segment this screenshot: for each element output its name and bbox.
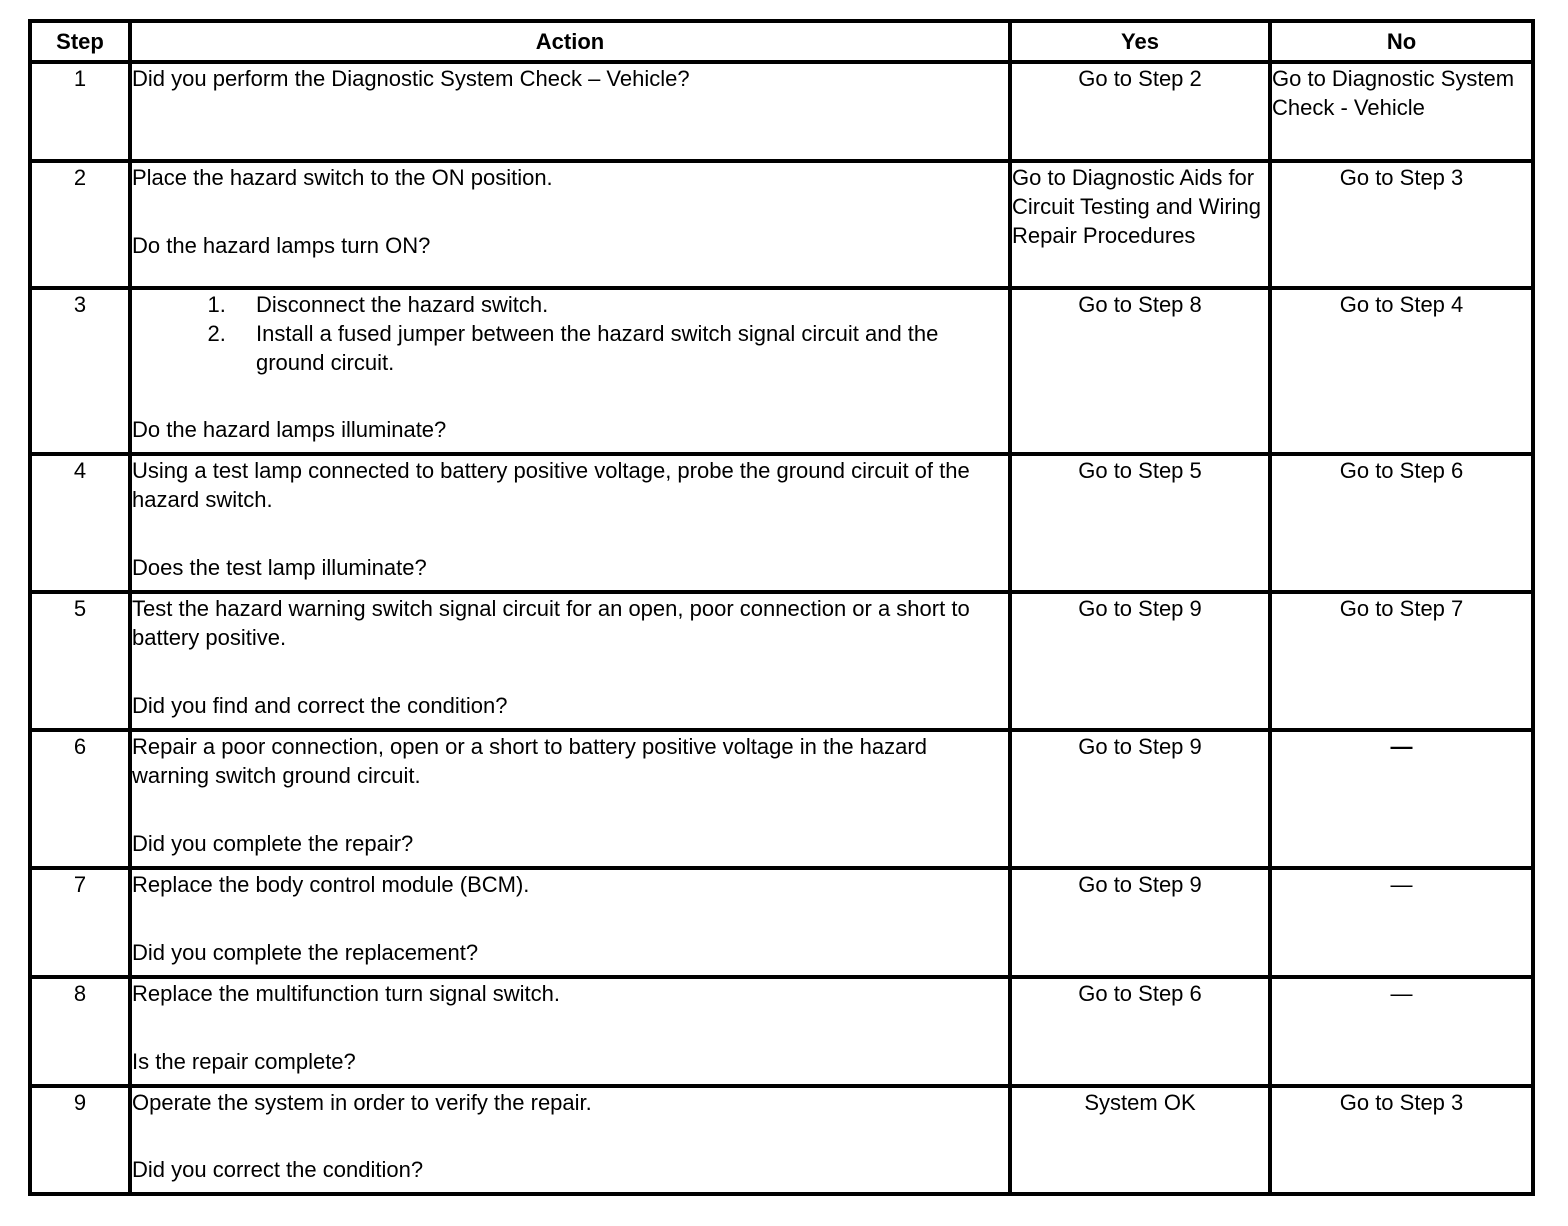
action-question: Do the hazard lamps turn ON? — [132, 233, 431, 258]
header-row — [30, 21, 1533, 62]
table-row — [30, 868, 1533, 977]
action-question: Did you find and correct the condition? — [132, 693, 508, 718]
yes-cell: Go to Step 9 — [1010, 730, 1270, 868]
yes-cell: Go to Step 8 — [1010, 288, 1270, 454]
table-row — [30, 288, 1533, 454]
action-question: Did you correct the condition? — [132, 1157, 424, 1182]
action-cell — [130, 977, 1010, 1086]
action-cell — [130, 592, 1010, 730]
step-number: 4 — [30, 454, 130, 592]
action-cell — [130, 161, 1010, 288]
action-cell — [130, 288, 1010, 454]
diagnostic-table — [28, 19, 1535, 1196]
no-cell: Go to Step 4 — [1270, 288, 1533, 454]
substep-item: 1. Disconnect the hazard switch. — [232, 290, 1008, 319]
header-yes: Yes — [1010, 21, 1270, 62]
yes-cell: Go to Step 2 — [1010, 62, 1270, 161]
action-question: Did you complete the replacement? — [132, 940, 479, 965]
step-number: 8 — [30, 977, 130, 1086]
action-instruction: Using a test lamp connected to battery positive voltage, probe the ground circuit of the hazard switch. — [132, 458, 970, 512]
no-cell: — — [1270, 868, 1533, 977]
no-cell: Go to Step 3 — [1270, 161, 1533, 288]
action-instruction: Test the hazard warning switch signal circuit for an open, poor connection or a short to battery positive. — [132, 596, 970, 650]
action-question: Does the test lamp illuminate? — [132, 555, 427, 580]
step-number: 9 — [30, 1086, 130, 1194]
yes-cell: Go to Diagnostic Aids for Circuit Testing and Wiring Repair Procedures — [1010, 161, 1270, 288]
action-question: Did you perform the Diagnostic System Check – Vehicle? — [132, 66, 690, 91]
action-cell — [130, 62, 1010, 161]
step-number: 6 — [30, 730, 130, 868]
header-action: Action — [130, 21, 1010, 62]
substep-item: 2. Install a fused jumper between the hazard switch signal circuit and the ground circuit. — [232, 319, 1008, 377]
no-cell: Go to Step 3 — [1270, 1086, 1533, 1194]
action-question: Do the hazard lamps illuminate? — [132, 417, 447, 442]
no-cell: — — [1270, 730, 1533, 868]
yes-cell: Go to Step 6 — [1010, 977, 1270, 1086]
action-instruction: Repair a poor connection, open or a short to battery positive voltage in the hazard warning switch ground circuit. — [132, 734, 927, 788]
no-cell: — — [1270, 977, 1533, 1086]
action-question: Did you complete the repair? — [132, 831, 414, 856]
substep-list — [132, 290, 1008, 377]
header-step: Step — [30, 21, 130, 62]
step-number: 5 — [30, 592, 130, 730]
action-cell — [130, 454, 1010, 592]
table-row — [30, 161, 1533, 288]
action-instruction: Replace the body control module (BCM). — [132, 872, 530, 897]
action-cell — [130, 730, 1010, 868]
no-cell: Go to Step 7 — [1270, 592, 1533, 730]
yes-cell: System OK — [1010, 1086, 1270, 1194]
action-question: Is the repair complete? — [132, 1049, 356, 1074]
yes-cell: Go to Step 9 — [1010, 868, 1270, 977]
action-cell — [130, 1086, 1010, 1194]
action-instruction: Replace the multifunction turn signal switch. — [132, 981, 560, 1006]
action-instruction: Place the hazard switch to the ON position. — [132, 165, 553, 190]
table-row — [30, 730, 1533, 868]
header-no: No — [1270, 21, 1533, 62]
no-cell: Go to Step 6 — [1270, 454, 1533, 592]
step-number: 2 — [30, 161, 130, 288]
table-row — [30, 592, 1533, 730]
step-number: 1 — [30, 62, 130, 161]
yes-cell: Go to Step 9 — [1010, 592, 1270, 730]
table-row — [30, 977, 1533, 1086]
table-row — [30, 1086, 1533, 1194]
step-number: 3 — [30, 288, 130, 454]
table-row — [30, 454, 1533, 592]
action-instruction: Operate the system in order to verify the repair. — [132, 1090, 592, 1115]
table-row — [30, 62, 1533, 161]
yes-cell: Go to Step 5 — [1010, 454, 1270, 592]
step-number: 7 — [30, 868, 130, 977]
no-cell: Go to Diagnostic System Check - Vehicle — [1270, 62, 1533, 161]
action-cell — [130, 868, 1010, 977]
